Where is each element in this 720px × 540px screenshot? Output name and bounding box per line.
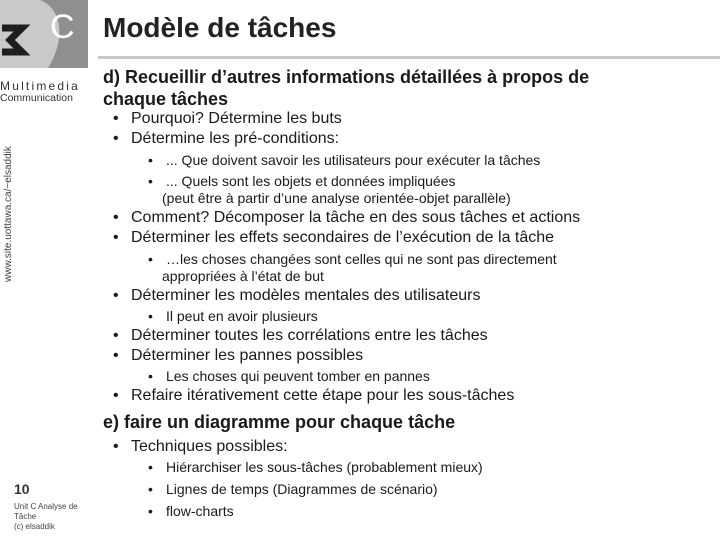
section-d-line2: chaque tâches (103, 89, 229, 109)
bullet-dot-icon: • (148, 173, 153, 189)
section-d-line1: d) Recueillir d’autres informations détaillées à propos de (103, 67, 590, 87)
bullet-dot-icon: • (148, 251, 153, 267)
footer-line2: Tâche (14, 512, 37, 521)
bullet-item (113, 326, 488, 346)
bullet-continuation: appropriées à l’état de but (162, 268, 324, 284)
footer-line1: Unit C Analyse de (14, 502, 78, 511)
bullet-text: ... Que doivent savoir les utilisateurs pour exécuter la tâches (166, 152, 541, 168)
bullet-dot-icon: • (148, 308, 153, 324)
bullet-text: Lignes de temps (Diagrammes de scénario) (166, 481, 438, 497)
bullet-dot-icon: • (148, 459, 153, 475)
bullet-dot-icon: • (113, 347, 119, 364)
side-url: www.site.uottawa.ca/~elsaddik (3, 146, 14, 282)
logo-mark-icon (0, 0, 88, 68)
sub-bullet-item (148, 308, 318, 325)
logo-word-multimedia: Multimedia (0, 79, 81, 93)
bullet-item (113, 109, 342, 129)
page-number: 10 (14, 481, 30, 497)
bullet-text: …les choses changées sont celles qui ne sont pas directement (166, 251, 557, 267)
logo-word-communication: Communication (0, 92, 73, 104)
bullet-dot-icon: • (148, 152, 153, 168)
bullet-text: Hiérarchiser les sous-tâches (probablement mieux) (166, 459, 483, 475)
bullet-dot-icon: • (113, 209, 119, 226)
bullet-dot-icon: • (148, 368, 153, 384)
sub-bullet-item (148, 459, 483, 476)
bullet-dot-icon: • (113, 327, 119, 344)
sub-bullet-item (148, 251, 557, 285)
bullet-text: Les choses qui peuvent tomber en pannes (166, 368, 430, 384)
bullet-continuation: (peut être à partir d’une analyse orientée-objet parallèle) (162, 190, 511, 206)
sub-bullet-item (148, 152, 540, 169)
bullet-text: Pourquoi? Détermine les buts (131, 110, 342, 127)
title-divider (98, 56, 720, 59)
logo (0, 0, 88, 68)
bullet-text: Refaire itérativement cette étape pour les sous-tâches (131, 387, 515, 404)
bullet-dot-icon: • (113, 387, 119, 404)
bullet-text: Déterminer les modèles mentales des utilisateurs (131, 287, 481, 304)
logo-letter: C (50, 8, 75, 46)
bullet-dot-icon: • (113, 110, 119, 127)
bullet-item (113, 386, 514, 406)
slide-title: Modèle de tâches (103, 12, 337, 43)
bullet-item (113, 228, 554, 248)
bullet-text: Comment? Décomposer la tâche en des sous tâches et actions (131, 209, 581, 226)
bullet-text: Détermine les pré-conditions: (131, 130, 340, 147)
bullet-item (113, 437, 288, 457)
bullet-item (113, 208, 580, 228)
bullet-item (113, 346, 363, 366)
bullet-dot-icon: • (148, 481, 153, 497)
sub-bullet-item (148, 368, 430, 385)
bullet-text: Techniques possibles: (131, 438, 288, 455)
bullet-dot-icon: • (113, 229, 119, 246)
bullet-item (113, 129, 339, 149)
section-d-heading (103, 66, 589, 110)
bullet-dot-icon: • (113, 438, 119, 455)
bullet-text: Déterminer les effets secondaires de l’exécution de la tâche (131, 229, 555, 246)
bullet-dot-icon: • (148, 503, 153, 519)
sub-bullet-item (148, 173, 511, 207)
sub-bullet-item (148, 481, 438, 498)
bullet-dot-icon: • (113, 287, 119, 304)
footer-note (14, 502, 94, 532)
footer-line3: (c) elsaddik (14, 522, 55, 531)
bullet-text: flow-charts (166, 503, 234, 519)
bullet-text: Déterminer toutes les corrélations entre les tâches (131, 327, 488, 344)
bullet-text: Déterminer les pannes possibles (131, 347, 364, 364)
bullet-dot-icon: • (113, 130, 119, 147)
section-e-heading: e) faire un diagramme pour chaque tâche (103, 412, 456, 432)
sub-bullet-item (148, 503, 234, 520)
bullet-item (113, 286, 480, 306)
bullet-text: ... Quels sont les objets et données impliquées (166, 173, 456, 189)
bullet-text: Il peut en avoir plusieurs (166, 308, 318, 324)
